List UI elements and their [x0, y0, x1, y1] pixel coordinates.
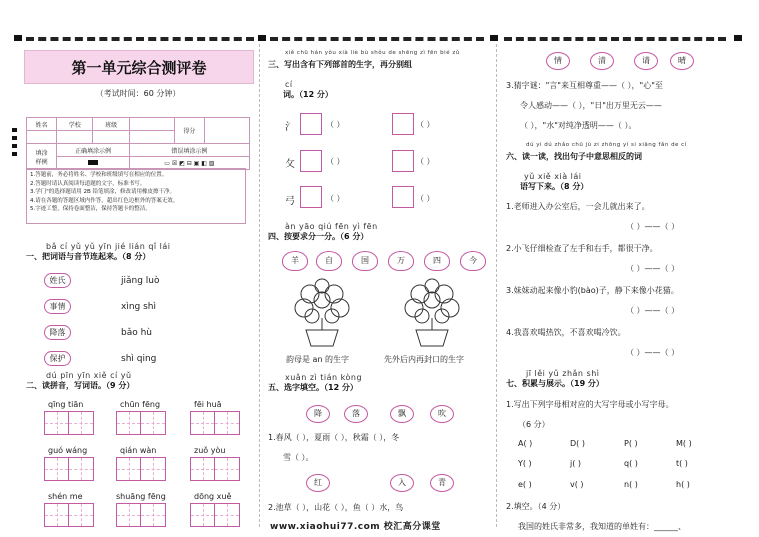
name-value[interactable]: [129, 118, 174, 131]
char-oval[interactable]: 情: [546, 52, 570, 70]
writing-grid[interactable]: [44, 503, 94, 527]
char-oval[interactable]: 晴: [670, 52, 694, 70]
char-box[interactable]: [392, 113, 414, 135]
score-label: 得分: [174, 118, 204, 144]
char-box[interactable]: [300, 150, 322, 172]
writing-grid[interactable]: [44, 411, 94, 435]
column-separator: [496, 44, 497, 527]
riddle-line[interactable]: 3.猜字谜："言"来互相尊重——（ ），"心"至: [506, 81, 663, 90]
char-oval[interactable]: 落: [344, 405, 368, 423]
letter-blank[interactable]: e( ): [518, 480, 532, 489]
top-dash-line: [270, 37, 484, 45]
column-separator: [259, 44, 260, 527]
fill-blank-line[interactable]: 雪（ ）。: [283, 453, 314, 462]
antonym-blank[interactable]: （ ）——（ ）: [626, 264, 680, 273]
name-label: 姓名: [27, 118, 57, 131]
letter-blank[interactable]: A( ): [518, 439, 533, 448]
letter-blank[interactable]: h( ): [676, 480, 690, 489]
pinyin-prompt: qīng tiān: [48, 400, 84, 409]
char-oval[interactable]: 请: [634, 52, 658, 70]
section2-heading: 二、读拼音，写词语。（9 分）: [26, 381, 135, 390]
word-pill[interactable]: 降落: [44, 325, 71, 340]
syllable[interactable]: bǎo hù: [121, 328, 153, 338]
pinyin-prompt: shén me: [48, 492, 83, 501]
answer-paren[interactable]: （ ）: [326, 194, 345, 203]
wrong-fill-example: ▭ ☒ ◩ ⊟ ▣ ◧ ▨: [129, 157, 249, 170]
section3-heading2: 词。（12 分）: [283, 90, 333, 99]
side-mark: [12, 144, 17, 148]
char-oval[interactable]: 清: [590, 52, 614, 70]
instruction-line: 2.答题时请认真阅读每道题的文字，标准书写。: [30, 180, 146, 187]
char-heart[interactable]: 国: [352, 251, 378, 271]
riddle-line[interactable]: 令人感动——（ ），"日"出万里无云——: [520, 101, 662, 110]
section4-heading: 四、按要求分一分。（6 分）: [268, 232, 369, 241]
blank-cell[interactable]: [27, 131, 57, 144]
letter-blank[interactable]: D( ): [570, 439, 585, 448]
char-heart[interactable]: 今: [460, 251, 486, 271]
char-heart[interactable]: 自: [316, 251, 342, 271]
correct-fill-label: 正确填涂示例: [57, 144, 130, 157]
class-label: 班级: [93, 118, 129, 131]
top-dash-line: [504, 37, 726, 45]
pinyin-prompt: qián wàn: [120, 446, 157, 455]
radical: 攵: [285, 159, 295, 170]
section1-pinyin: bǎ cí yǔ yǔ yīn jié lián qǐ lái: [46, 242, 171, 251]
char-oval[interactable]: 降: [306, 405, 330, 423]
char-heart[interactable]: 羊: [282, 251, 308, 271]
section6-heading2: 语写下来。（8 分）: [520, 182, 589, 191]
letter-blank[interactable]: v( ): [570, 480, 584, 489]
word-pill[interactable]: 姓氏: [44, 273, 71, 288]
letter-blank[interactable]: t( ): [676, 459, 688, 468]
section7-heading: 七、积累与展示。（19 分）: [506, 379, 604, 388]
letter-blank[interactable]: M( ): [676, 439, 692, 448]
sentence: 3.妹妹动起来像小豹(bào)子，静下来像小花猫。: [506, 286, 679, 295]
syllable[interactable]: shì qing: [121, 354, 157, 364]
school-label: 学校: [57, 118, 93, 131]
instruction-line: 1.答题前，务必将姓名、学校和班级填写在相应的位置。: [30, 172, 168, 178]
instruction-line: 5.字迹工整，保持卷面整洁，保持答题卡的整洁。: [30, 206, 151, 212]
section6-heading: 六、读一读，找出句子中意思相反的词: [506, 152, 642, 161]
char-heart[interactable]: 万: [388, 251, 414, 271]
answer-paren[interactable]: （ ）: [326, 157, 345, 166]
registration-mark: [734, 35, 742, 41]
instruction-line: 4.请在各题的答题区域内作答，超出红色边框外的答案无效。: [30, 197, 179, 204]
answer-paren[interactable]: （ ）: [416, 120, 435, 129]
pinyin-prompt: shuāng fēng: [116, 492, 166, 501]
fill-blank-line[interactable]: 1.春风（ ），夏雨（ ），秋霜（ ），冬: [268, 433, 400, 442]
side-mark: [12, 136, 17, 140]
char-oval[interactable]: 飘: [390, 405, 414, 423]
pinyin-prompt: chūn fēng: [120, 400, 161, 409]
writing-grid[interactable]: [116, 503, 166, 527]
flowerpot-caption: 先外后内再封口的生字: [384, 355, 464, 364]
section5-pinyin: xuǎn zì tián kòng: [285, 373, 363, 382]
writing-grid[interactable]: [44, 457, 94, 481]
writing-grid[interactable]: [190, 503, 240, 527]
letter-blank[interactable]: q( ): [624, 459, 638, 468]
word-pill[interactable]: 保护: [44, 351, 71, 366]
section3-heading: 三、写出含有下列部首的生字，再分别组: [268, 60, 412, 69]
letter-blank[interactable]: Y( ): [518, 459, 532, 468]
top-dash-line: [26, 37, 254, 45]
flowerpot-caption: 韵母是 an 的生字: [286, 355, 350, 364]
pinyin-prompt: zuǒ yòu: [194, 446, 226, 455]
pinyin-prompt: dōng xuě: [194, 492, 232, 501]
antonym-blank[interactable]: （ ）——（ ）: [626, 348, 680, 357]
letter-blank[interactable]: P( ): [624, 439, 638, 448]
footer-watermark: www.xiaohui77.com 校汇高分课堂: [270, 522, 441, 532]
score-value[interactable]: [205, 118, 250, 144]
writing-grid[interactable]: [116, 411, 166, 435]
blank-cell[interactable]: [93, 131, 129, 144]
fill-example-label: 填涂 样例: [27, 144, 57, 170]
sentence: 2.小飞仔细检查了左手和右手，都很干净。: [506, 244, 658, 253]
registration-mark: [258, 35, 266, 41]
section4-pinyin: àn yāo qiú fēn yì fēn: [285, 222, 378, 231]
syllable[interactable]: xìng shì: [121, 302, 156, 312]
instruction-line: 3.学门"的选择题请用 2B 铅笔填涂，修改请用橡皮擦干净。: [30, 189, 176, 195]
section3-pinyin: xiě chū hán yǒu xià liè bù shǒu de shēng zì fēn bié zǔ: [285, 50, 460, 56]
sentence: 1.老师进入办公室后，一会儿就出来了。: [506, 202, 650, 211]
section1-heading: 一、把词语与音节连起来。（8 分）: [26, 252, 151, 261]
exam-instructions: [26, 168, 246, 224]
section2-pinyin: dú pīn yīn xiě cí yǔ: [46, 371, 132, 380]
blank-cell[interactable]: [57, 131, 93, 144]
writing-grid[interactable]: [190, 411, 240, 435]
letter-blank[interactable]: j( ): [570, 459, 582, 468]
registration-mark: [14, 35, 22, 41]
side-mark: [12, 152, 17, 156]
registration-mark: [490, 35, 498, 41]
blank-cell[interactable]: [129, 131, 174, 144]
char-oval[interactable]: 入: [390, 474, 414, 492]
char-oval[interactable]: 青: [430, 474, 454, 492]
writing-grid[interactable]: [190, 457, 240, 481]
radical: 弓: [285, 196, 295, 207]
char-box[interactable]: [392, 150, 414, 172]
page-title: 第一单元综合测评卷: [71, 59, 207, 77]
section7-pinyin: jī lěi yǔ zhǎn shì: [526, 369, 600, 378]
antonym-blank[interactable]: （ ）——（ ）: [626, 222, 680, 231]
question-score: （6 分）: [518, 420, 550, 429]
exam-duration: （考试时间：60 分钟）: [95, 89, 181, 98]
pinyin-prompt: fēi huā: [194, 400, 222, 409]
riddle-line[interactable]: （ ），"水"对纯净透明——（ ）。: [520, 121, 637, 130]
student-info-table: [26, 117, 250, 170]
section6-pinyin2: yǔ xiě xià lái: [524, 172, 582, 181]
letter-blank[interactable]: n( ): [624, 480, 638, 489]
answer-paren[interactable]: （ ）: [416, 157, 435, 166]
answer-paren[interactable]: （ ）: [416, 194, 435, 203]
flowerpot-illustration: [398, 278, 466, 348]
char-box[interactable]: [392, 186, 414, 208]
answer-paren[interactable]: （ ）: [326, 120, 345, 129]
radical: 氵: [285, 122, 295, 133]
section6-pinyin: dú yi dú zhǎo chū jù zi zhōng yì si xiāng fǎn de cí: [526, 142, 687, 148]
char-box[interactable]: [300, 113, 322, 135]
antonym-blank[interactable]: （ ）——（ ）: [626, 306, 680, 315]
char-heart[interactable]: 四: [424, 251, 450, 271]
question-text: 1.写出下列字母相对应的大写字母或小写字母。: [506, 400, 674, 409]
wrong-fill-label: 错误填涂示例: [129, 144, 249, 157]
char-oval[interactable]: 红: [306, 474, 330, 492]
pinyin-prompt: guó wáng: [48, 446, 88, 455]
char-box[interactable]: [300, 186, 322, 208]
fill-blank-line[interactable]: 我国的姓氏非常多，我知道的单姓有：______、: [518, 522, 686, 531]
syllable[interactable]: jiǎng luò: [121, 276, 160, 286]
section5-heading: 五、选字填空。（12 分）: [268, 383, 358, 392]
question-text: 2.填空。（4 分）: [506, 502, 566, 511]
section3-pinyin2: cí: [285, 80, 293, 89]
fill-blank-line[interactable]: 2.池草（ ），山花（ ），鱼（ ）水，鸟: [268, 503, 404, 512]
writing-grid[interactable]: [116, 457, 166, 481]
flowerpot-illustration: [288, 278, 356, 348]
word-pill[interactable]: 事情: [44, 299, 71, 314]
title-banner: [24, 50, 254, 84]
sentence: 4.我喜欢喝热饮，不喜欢喝冷饮。: [506, 328, 626, 337]
side-mark: [12, 128, 17, 132]
char-oval[interactable]: 吹: [430, 405, 454, 423]
